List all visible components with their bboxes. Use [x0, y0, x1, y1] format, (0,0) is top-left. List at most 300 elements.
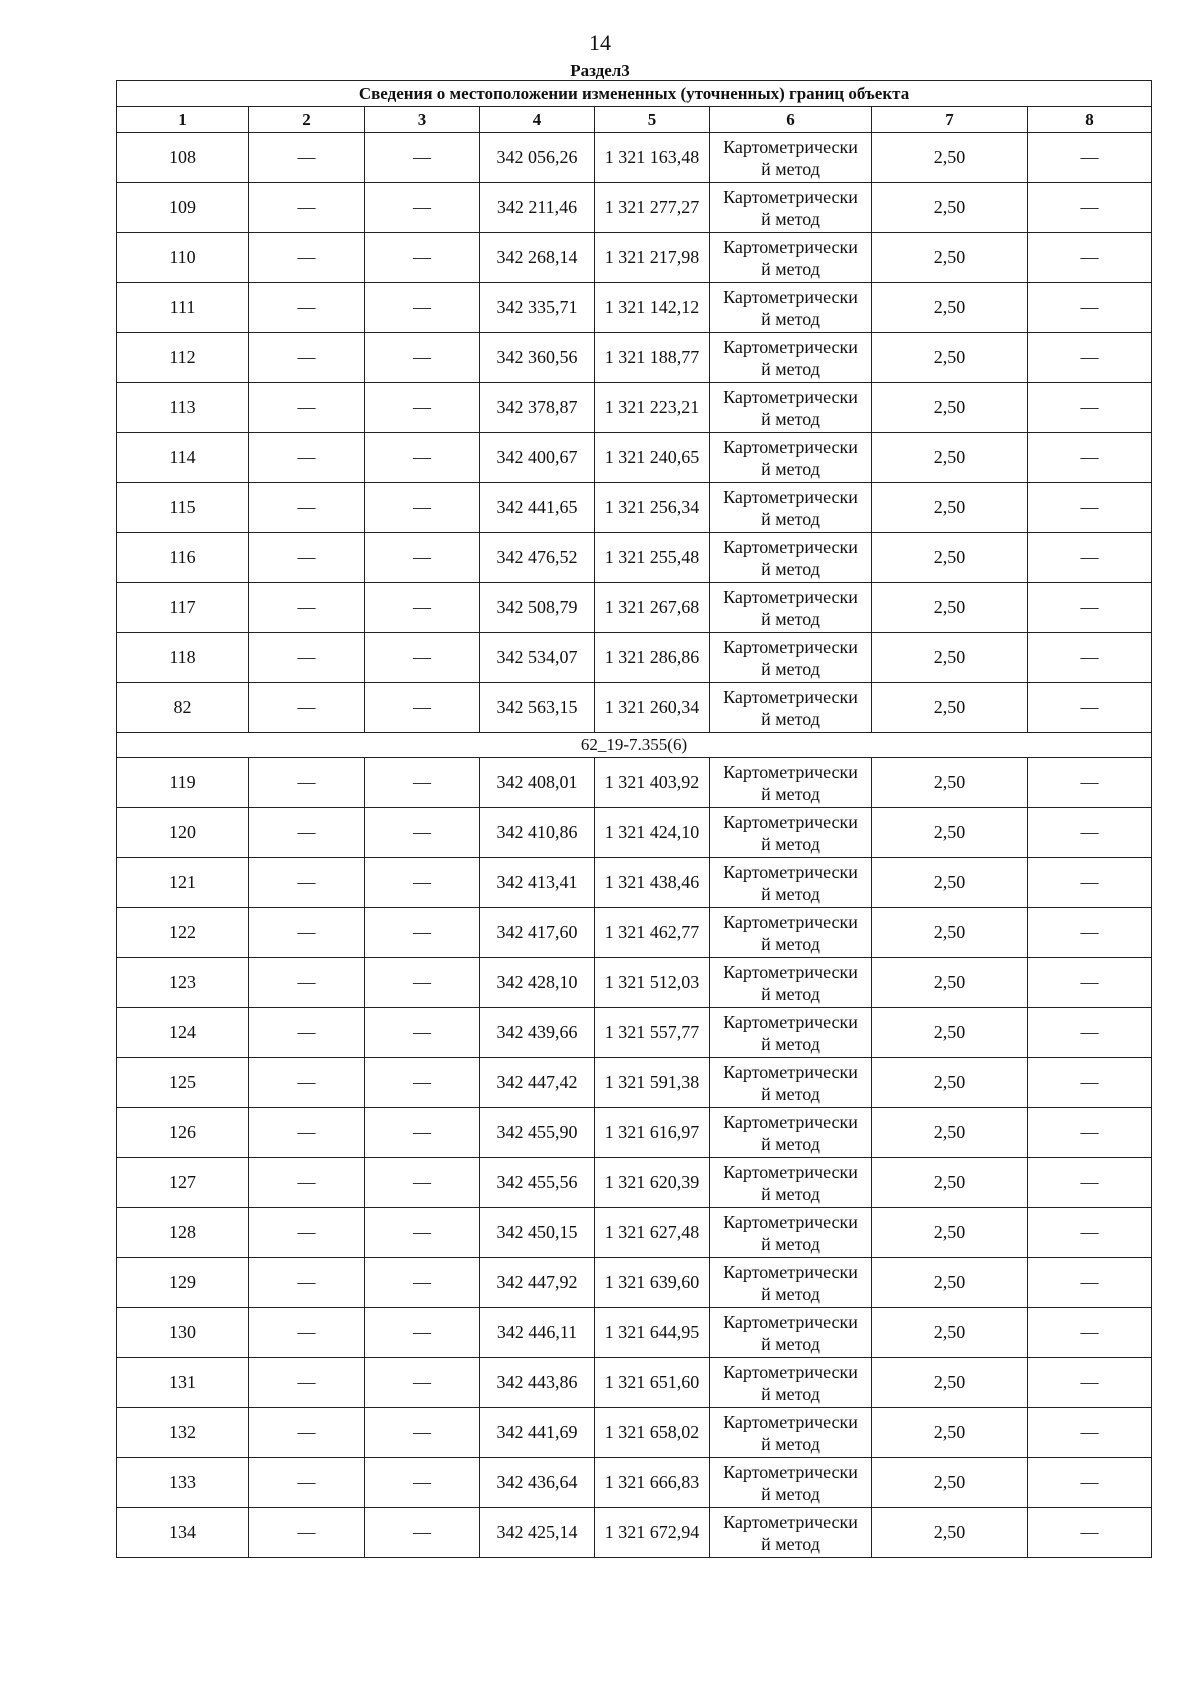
empty-dash-cell: — [1028, 1408, 1152, 1458]
method-text-line1: Картометрически [723, 1411, 858, 1432]
empty-dash-cell: — [249, 533, 365, 583]
method-text-line1: Картометрически [723, 811, 858, 832]
method-cell [710, 183, 872, 233]
method-text-line1: Картометрически [723, 861, 858, 882]
accuracy-cell: 2,50 [872, 1258, 1028, 1308]
x-coordinate-cell: 342 360,56 [480, 333, 595, 383]
table-row [117, 283, 1152, 333]
method-cell [710, 858, 872, 908]
empty-dash-cell: — [1028, 1258, 1152, 1308]
y-coordinate-cell: 1 321 666,83 [595, 1458, 710, 1508]
x-coordinate-cell: 342 268,14 [480, 233, 595, 283]
point-number-cell: 130 [117, 1308, 249, 1358]
y-coordinate-cell: 1 321 616,97 [595, 1108, 710, 1158]
accuracy-cell: 2,50 [872, 1108, 1028, 1158]
empty-dash-cell: — [249, 858, 365, 908]
x-coordinate-cell: 342 211,46 [480, 183, 595, 233]
method-text-line2: й метод [761, 258, 820, 279]
method-text-line2: й метод [761, 883, 820, 904]
column-number: 5 [595, 107, 710, 133]
table-row [117, 333, 1152, 383]
method-cell [710, 383, 872, 433]
empty-dash-cell: — [365, 958, 480, 1008]
method-text-line1: Картометрически [723, 1311, 858, 1332]
group-label: 62_19-7.355(6) [117, 733, 1152, 758]
x-coordinate-cell: 342 408,01 [480, 758, 595, 808]
method-text-line1: Картометрически [723, 236, 858, 257]
accuracy-cell: 2,50 [872, 683, 1028, 733]
accuracy-cell: 2,50 [872, 383, 1028, 433]
empty-dash-cell: — [1028, 1308, 1152, 1358]
empty-dash-cell: — [249, 1308, 365, 1358]
x-coordinate-cell: 342 378,87 [480, 383, 595, 433]
empty-dash-cell: — [1028, 233, 1152, 283]
method-text-line2: й метод [761, 558, 820, 579]
x-coordinate-cell: 342 439,66 [480, 1008, 595, 1058]
empty-dash-cell: — [1028, 1058, 1152, 1108]
point-number-cell: 122 [117, 908, 249, 958]
point-number-cell: 82 [117, 683, 249, 733]
method-cell [710, 1308, 872, 1358]
empty-dash-cell: — [1028, 283, 1152, 333]
y-coordinate-cell: 1 321 286,86 [595, 633, 710, 683]
empty-dash-cell: — [365, 908, 480, 958]
point-number-cell: 110 [117, 233, 249, 283]
x-coordinate-cell: 342 056,26 [480, 133, 595, 183]
point-number-cell: 120 [117, 808, 249, 858]
empty-dash-cell: — [365, 858, 480, 908]
empty-dash-cell: — [249, 1108, 365, 1158]
empty-dash-cell: — [249, 908, 365, 958]
section-title: Раздел3 [570, 61, 630, 80]
empty-dash-cell: — [249, 183, 365, 233]
empty-dash-cell: — [249, 433, 365, 483]
accuracy-cell: 2,50 [872, 533, 1028, 583]
empty-dash-cell: — [1028, 1008, 1152, 1058]
accuracy-cell: 2,50 [872, 1158, 1028, 1208]
method-cell [710, 1008, 872, 1058]
method-cell [710, 433, 872, 483]
y-coordinate-cell: 1 321 217,98 [595, 233, 710, 283]
y-coordinate-cell: 1 321 255,48 [595, 533, 710, 583]
empty-dash-cell: — [365, 483, 480, 533]
empty-dash-cell: — [365, 433, 480, 483]
point-number-cell: 123 [117, 958, 249, 1008]
method-cell [710, 1358, 872, 1408]
empty-dash-cell: — [365, 183, 480, 233]
empty-dash-cell: — [365, 683, 480, 733]
method-text-line1: Картометрически [723, 136, 858, 157]
column-number: 1 [117, 107, 249, 133]
table-row [117, 1158, 1152, 1208]
method-text-line1: Картометрически [723, 186, 858, 207]
y-coordinate-cell: 1 321 240,65 [595, 433, 710, 483]
method-cell [710, 808, 872, 858]
table-row [117, 1458, 1152, 1508]
y-coordinate-cell: 1 321 639,60 [595, 1258, 710, 1308]
empty-dash-cell: — [1028, 633, 1152, 683]
method-text-line1: Картометрически [723, 636, 858, 657]
method-text-line2: й метод [761, 1433, 820, 1454]
method-text-line2: й метод [761, 1383, 820, 1404]
method-text-line2: й метод [761, 833, 820, 854]
method-cell [710, 1058, 872, 1108]
column-number: 2 [249, 107, 365, 133]
method-text-line2: й метод [761, 1533, 820, 1554]
table-row [117, 583, 1152, 633]
column-number: 8 [1028, 107, 1152, 133]
method-cell [710, 633, 872, 683]
method-cell [710, 283, 872, 333]
empty-dash-cell: — [365, 1508, 480, 1558]
accuracy-cell: 2,50 [872, 583, 1028, 633]
empty-dash-cell: — [365, 758, 480, 808]
empty-dash-cell: — [249, 1508, 365, 1558]
accuracy-cell: 2,50 [872, 333, 1028, 383]
point-number-cell: 116 [117, 533, 249, 583]
empty-dash-cell: — [365, 1008, 480, 1058]
empty-dash-cell: — [249, 1408, 365, 1458]
empty-dash-cell: — [1028, 758, 1152, 808]
empty-dash-cell: — [365, 333, 480, 383]
x-coordinate-cell: 342 441,69 [480, 1408, 595, 1458]
method-text-line2: й метод [761, 308, 820, 329]
method-cell [710, 1108, 872, 1158]
empty-dash-cell: — [1028, 133, 1152, 183]
x-coordinate-cell: 342 417,60 [480, 908, 595, 958]
method-cell [710, 1158, 872, 1208]
empty-dash-cell: — [365, 1358, 480, 1408]
page-number: 14 [589, 30, 611, 55]
method-text-line1: Картометрически [723, 1161, 858, 1182]
empty-dash-cell: — [249, 633, 365, 683]
method-text-line2: й метод [761, 408, 820, 429]
point-number-cell: 113 [117, 383, 249, 433]
empty-dash-cell: — [1028, 1208, 1152, 1258]
column-number: 6 [710, 107, 872, 133]
x-coordinate-cell: 342 446,11 [480, 1308, 595, 1358]
point-number-cell: 121 [117, 858, 249, 908]
x-coordinate-cell: 342 400,67 [480, 433, 595, 483]
empty-dash-cell: — [1028, 1358, 1152, 1408]
empty-dash-cell: — [365, 583, 480, 633]
method-text-line2: й метод [761, 508, 820, 529]
empty-dash-cell: — [249, 758, 365, 808]
x-coordinate-cell: 342 447,92 [480, 1258, 595, 1308]
x-coordinate-cell: 342 413,41 [480, 858, 595, 908]
accuracy-cell: 2,50 [872, 908, 1028, 958]
empty-dash-cell: — [1028, 1158, 1152, 1208]
x-coordinate-cell: 342 450,15 [480, 1208, 595, 1258]
method-text-line2: й метод [761, 1283, 820, 1304]
point-number-cell: 134 [117, 1508, 249, 1558]
method-cell [710, 333, 872, 383]
empty-dash-cell: — [249, 1158, 365, 1208]
method-text-line1: Картометрически [723, 911, 858, 932]
table-row [117, 1208, 1152, 1258]
accuracy-cell: 2,50 [872, 758, 1028, 808]
method-cell [710, 958, 872, 1008]
y-coordinate-cell: 1 321 256,34 [595, 483, 710, 533]
empty-dash-cell: — [1028, 683, 1152, 733]
accuracy-cell: 2,50 [872, 183, 1028, 233]
method-text-line2: й метод [761, 1083, 820, 1104]
empty-dash-cell: — [365, 1258, 480, 1308]
empty-dash-cell: — [249, 958, 365, 1008]
accuracy-cell: 2,50 [872, 1358, 1028, 1408]
table-row [117, 433, 1152, 483]
empty-dash-cell: — [249, 1008, 365, 1058]
table-row [117, 483, 1152, 533]
empty-dash-cell: — [249, 1058, 365, 1108]
empty-dash-cell: — [249, 383, 365, 433]
table-body [117, 133, 1152, 1558]
method-text-line2: й метод [761, 208, 820, 229]
empty-dash-cell: — [365, 283, 480, 333]
method-cell [710, 533, 872, 583]
empty-dash-cell: — [249, 483, 365, 533]
method-cell [710, 1508, 872, 1558]
accuracy-cell: 2,50 [872, 1308, 1028, 1358]
x-coordinate-cell: 342 410,86 [480, 808, 595, 858]
method-text-line2: й метод [761, 658, 820, 679]
method-text-line2: й метод [761, 1233, 820, 1254]
x-coordinate-cell: 342 447,42 [480, 1058, 595, 1108]
method-text-line2: й метод [761, 1483, 820, 1504]
point-number-cell: 114 [117, 433, 249, 483]
point-number-cell: 131 [117, 1358, 249, 1408]
accuracy-cell: 2,50 [872, 1058, 1028, 1108]
table-caption: Сведения о местоположении измененных (уточненных) границ объекта [117, 81, 1152, 107]
method-text-line2: й метод [761, 1033, 820, 1054]
accuracy-cell: 2,50 [872, 858, 1028, 908]
y-coordinate-cell: 1 321 651,60 [595, 1358, 710, 1408]
y-coordinate-cell: 1 321 188,77 [595, 333, 710, 383]
x-coordinate-cell: 342 455,56 [480, 1158, 595, 1208]
empty-dash-cell: — [365, 383, 480, 433]
point-number-cell: 109 [117, 183, 249, 233]
boundary-coordinates-table [116, 80, 1152, 1558]
method-text-line2: й метод [761, 1333, 820, 1354]
point-number-cell: 108 [117, 133, 249, 183]
empty-dash-cell: — [365, 233, 480, 283]
x-coordinate-cell: 342 443,86 [480, 1358, 595, 1408]
point-number-cell: 115 [117, 483, 249, 533]
x-coordinate-cell: 342 534,07 [480, 633, 595, 683]
empty-dash-cell: — [249, 583, 365, 633]
empty-dash-cell: — [1028, 958, 1152, 1008]
method-text-line1: Картометрически [723, 686, 858, 707]
table-row [117, 1008, 1152, 1058]
point-number-cell: 127 [117, 1158, 249, 1208]
empty-dash-cell: — [1028, 858, 1152, 908]
empty-dash-cell: — [249, 1258, 365, 1308]
method-cell [710, 1458, 872, 1508]
x-coordinate-cell: 342 476,52 [480, 533, 595, 583]
y-coordinate-cell: 1 321 658,02 [595, 1408, 710, 1458]
method-cell [710, 1258, 872, 1308]
table-row [117, 383, 1152, 433]
empty-dash-cell: — [365, 533, 480, 583]
method-text-line2: й метод [761, 933, 820, 954]
method-cell [710, 483, 872, 533]
empty-dash-cell: — [1028, 808, 1152, 858]
point-number-cell: 128 [117, 1208, 249, 1258]
table-row [117, 183, 1152, 233]
method-cell [710, 233, 872, 283]
table-row [117, 633, 1152, 683]
point-number-cell: 129 [117, 1258, 249, 1308]
point-number-cell: 119 [117, 758, 249, 808]
table-row [117, 858, 1152, 908]
point-number-cell: 117 [117, 583, 249, 633]
method-text-line2: й метод [761, 358, 820, 379]
table-row [117, 1508, 1152, 1558]
method-cell [710, 133, 872, 183]
method-text-line2: й метод [761, 158, 820, 179]
y-coordinate-cell: 1 321 163,48 [595, 133, 710, 183]
table-row [117, 1058, 1152, 1108]
method-text-line2: й метод [761, 783, 820, 804]
method-text-line1: Картометрически [723, 761, 858, 782]
column-number: 7 [872, 107, 1028, 133]
table-row [117, 758, 1152, 808]
method-text-line2: й метод [761, 1183, 820, 1204]
y-coordinate-cell: 1 321 644,95 [595, 1308, 710, 1358]
x-coordinate-cell: 342 441,65 [480, 483, 595, 533]
accuracy-cell: 2,50 [872, 133, 1028, 183]
empty-dash-cell: — [365, 1058, 480, 1108]
table-row [117, 1108, 1152, 1158]
method-cell [710, 758, 872, 808]
empty-dash-cell: — [1028, 583, 1152, 633]
empty-dash-cell: — [249, 683, 365, 733]
table-row [117, 808, 1152, 858]
empty-dash-cell: — [249, 1458, 365, 1508]
point-number-cell: 111 [117, 283, 249, 333]
empty-dash-cell: — [365, 133, 480, 183]
method-text-line1: Картометрически [723, 1011, 858, 1032]
table-row [117, 1408, 1152, 1458]
empty-dash-cell: — [249, 1358, 365, 1408]
y-coordinate-cell: 1 321 627,48 [595, 1208, 710, 1258]
y-coordinate-cell: 1 321 260,34 [595, 683, 710, 733]
point-number-cell: 126 [117, 1108, 249, 1158]
empty-dash-cell: — [365, 633, 480, 683]
empty-dash-cell: — [249, 1208, 365, 1258]
method-cell [710, 1408, 872, 1458]
method-text-line1: Картометрически [723, 286, 858, 307]
x-coordinate-cell: 342 436,64 [480, 1458, 595, 1508]
y-coordinate-cell: 1 321 142,12 [595, 283, 710, 333]
method-text-line1: Картометрически [723, 336, 858, 357]
empty-dash-cell: — [1028, 183, 1152, 233]
method-text-line2: й метод [761, 708, 820, 729]
accuracy-cell: 2,50 [872, 483, 1028, 533]
x-coordinate-cell: 342 563,15 [480, 683, 595, 733]
y-coordinate-cell: 1 321 424,10 [595, 808, 710, 858]
table-row [117, 533, 1152, 583]
table-row [117, 908, 1152, 958]
empty-dash-cell: — [365, 808, 480, 858]
accuracy-cell: 2,50 [872, 1508, 1028, 1558]
y-coordinate-cell: 1 321 620,39 [595, 1158, 710, 1208]
table-row [117, 233, 1152, 283]
method-text-line1: Картометрически [723, 586, 858, 607]
method-text-line1: Картометрически [723, 1111, 858, 1132]
empty-dash-cell: — [1028, 1458, 1152, 1508]
empty-dash-cell: — [249, 808, 365, 858]
empty-dash-cell: — [1028, 383, 1152, 433]
empty-dash-cell: — [249, 283, 365, 333]
empty-dash-cell: — [365, 1108, 480, 1158]
method-text-line1: Картометрически [723, 1211, 858, 1232]
method-text-line1: Картометрически [723, 961, 858, 982]
x-coordinate-cell: 342 508,79 [480, 583, 595, 633]
accuracy-cell: 2,50 [872, 233, 1028, 283]
table-row [117, 683, 1152, 733]
method-cell [710, 1208, 872, 1258]
column-number: 4 [480, 107, 595, 133]
column-number-row [117, 107, 1152, 133]
method-cell [710, 683, 872, 733]
point-number-cell: 125 [117, 1058, 249, 1108]
empty-dash-cell: — [1028, 908, 1152, 958]
method-text-line2: й метод [761, 458, 820, 479]
table-row [117, 133, 1152, 183]
method-text-line1: Картометрически [723, 1361, 858, 1382]
empty-dash-cell: — [1028, 333, 1152, 383]
accuracy-cell: 2,50 [872, 1408, 1028, 1458]
method-text-line1: Картометрически [723, 536, 858, 557]
point-number-cell: 118 [117, 633, 249, 683]
y-coordinate-cell: 1 321 277,27 [595, 183, 710, 233]
method-text-line1: Картометрически [723, 1461, 858, 1482]
empty-dash-cell: — [365, 1208, 480, 1258]
accuracy-cell: 2,50 [872, 433, 1028, 483]
method-text-line1: Картометрически [723, 486, 858, 507]
method-text-line1: Картометрически [723, 1061, 858, 1082]
x-coordinate-cell: 342 455,90 [480, 1108, 595, 1158]
empty-dash-cell: — [1028, 1108, 1152, 1158]
table-row [117, 1358, 1152, 1408]
table-row [117, 958, 1152, 1008]
empty-dash-cell: — [365, 1458, 480, 1508]
empty-dash-cell: — [365, 1308, 480, 1358]
method-text-line1: Картометрически [723, 386, 858, 407]
accuracy-cell: 2,50 [872, 1208, 1028, 1258]
table-row [117, 1258, 1152, 1308]
empty-dash-cell: — [1028, 533, 1152, 583]
y-coordinate-cell: 1 321 512,03 [595, 958, 710, 1008]
x-coordinate-cell: 342 425,14 [480, 1508, 595, 1558]
method-cell [710, 583, 872, 633]
group-label-row [117, 733, 1152, 758]
point-number-cell: 132 [117, 1408, 249, 1458]
empty-dash-cell: — [1028, 433, 1152, 483]
accuracy-cell: 2,50 [872, 958, 1028, 1008]
point-number-cell: 112 [117, 333, 249, 383]
column-number: 3 [365, 107, 480, 133]
method-text-line1: Картометрически [723, 436, 858, 457]
accuracy-cell: 2,50 [872, 808, 1028, 858]
method-text-line1: Картометрически [723, 1261, 858, 1282]
method-text-line1: Картометрически [723, 1511, 858, 1532]
y-coordinate-cell: 1 321 438,46 [595, 858, 710, 908]
x-coordinate-cell: 342 335,71 [480, 283, 595, 333]
method-text-line2: й метод [761, 1133, 820, 1154]
table-row [117, 1308, 1152, 1358]
